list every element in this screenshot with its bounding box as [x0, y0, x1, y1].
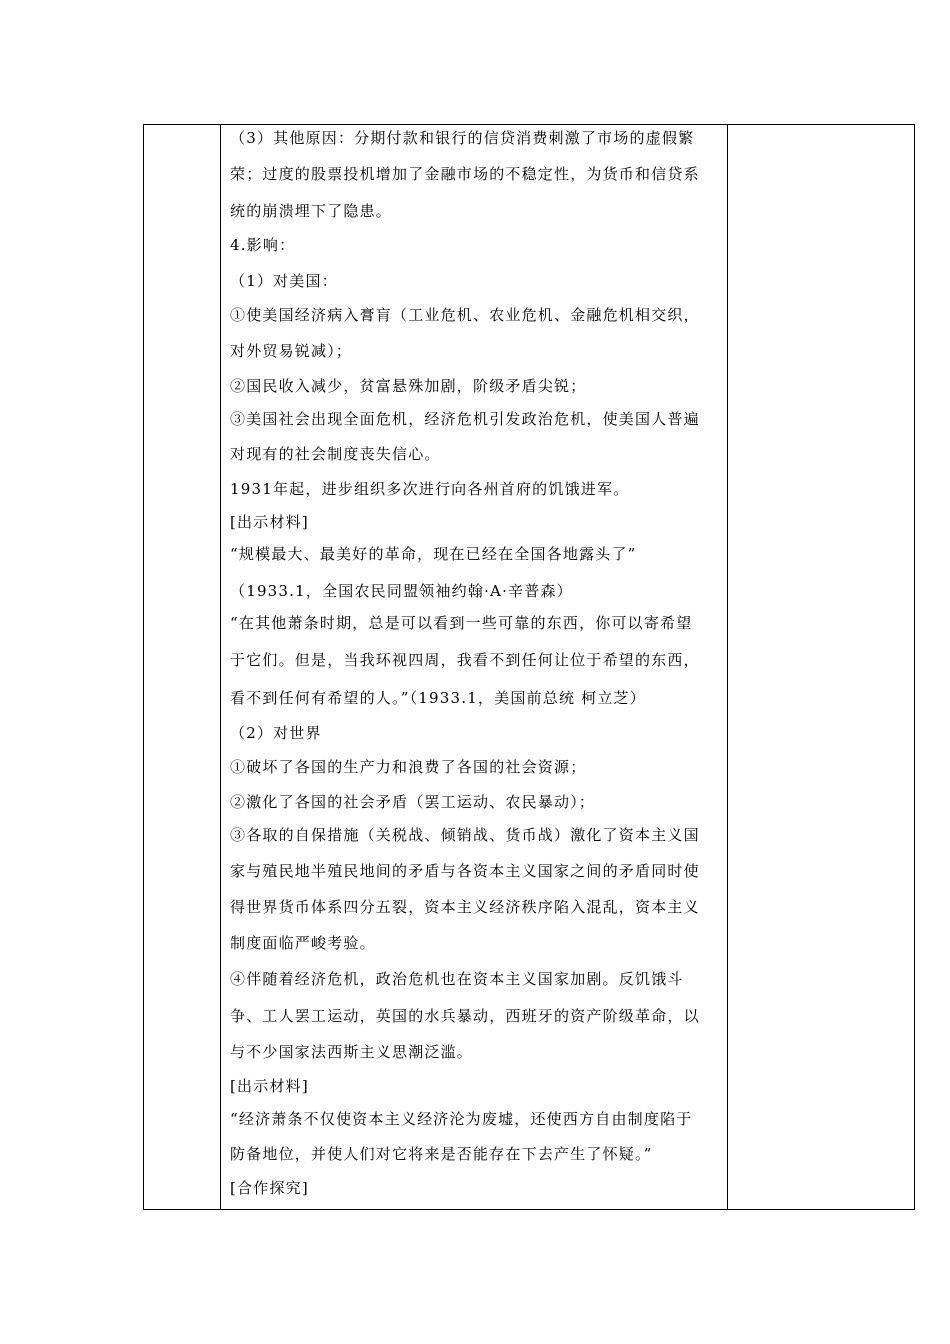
text-line: 于它们。但是，当我环视四周，我看不到任何让位于希望的东西，: [230, 651, 700, 669]
text-line: （1933.1，全国农民同盟领袖约翰·A·辛普森）: [230, 582, 573, 600]
text-line: 统的崩溃埋下了隐患。: [230, 202, 393, 220]
text-line: “规模最大、最美好的革命，现在已经在全国各地露头了”: [230, 545, 637, 563]
text-line: 争、工人罢工运动，英国的水兵暴动，西班牙的资产阶级革命，以: [230, 1007, 700, 1025]
text-line: 与不少国家法西斯主义思潮泛滥。: [230, 1043, 474, 1061]
text-line: 对现有的社会制度丧失信心。: [230, 445, 441, 463]
text-line: “在其他萧条时期，总是可以看到一些可靠的东西，你可以寄希望: [230, 614, 693, 632]
text-line: [出示材料]: [230, 1077, 309, 1095]
text-line: “经济萧条不仅使资本主义经济沦为废墟，还使西方自由制度陷于: [230, 1110, 693, 1128]
text-line: 制度面临严峻考验。: [230, 934, 376, 952]
text-line: （1）对美国：: [230, 272, 338, 290]
lesson-table: [143, 124, 915, 1210]
column-divider-right: [727, 125, 728, 1209]
text-line: （3）其他原因：分期付款和银行的信贷消费刺激了市场的虚假繁: [230, 129, 695, 147]
text-line: 得世界货币体系四分五裂，资本主义经济秩序陷入混乱，资本主义: [230, 898, 700, 916]
text-line: [合作探究]: [230, 1179, 309, 1197]
text-line: ①使美国经济病入膏肓（工业危机、农业危机、金融危机相交织，: [230, 306, 700, 324]
text-line: ④伴随着经济危机，政治危机也在资本主义国家加剧。反饥饿斗: [230, 970, 684, 988]
column-divider-left: [220, 125, 221, 1209]
text-line: ②激化了各国的社会矛盾（罢工运动、农民暴动）；: [230, 793, 596, 811]
text-line: 4.影响：: [230, 236, 296, 254]
text-line: 防备地位，并使人们对它将来是否能存在下去产生了怀疑。”: [230, 1145, 653, 1163]
text-line: ①破坏了各国的生产力和浪费了各国的社会资源；: [230, 758, 587, 776]
text-line: ②国民收入减少，贫富悬殊加剧，阶级矛盾尖锐；: [230, 377, 587, 395]
text-line: 看不到任何有希望的人。”（1933.1，美国前总统 柯立芝）: [230, 689, 646, 707]
text-line: （2）对世界: [230, 724, 322, 742]
text-line: 家与殖民地半殖民地间的矛盾与各资本主义国家之间的矛盾同时使: [230, 862, 700, 880]
text-line: 对外贸易锐减）；: [230, 342, 353, 360]
text-line: ③各取的自保措施（关税战、倾销战、货币战）激化了资本主义国: [230, 826, 700, 844]
text-line: ③美国社会出现全面危机，经济危机引发政治危机，使美国人普遍: [230, 410, 700, 428]
text-line: 1931年起，进步组织多次进行向各州首府的饥饿进军。: [230, 480, 630, 498]
text-line: [出示材料]: [230, 513, 309, 531]
text-line: 荣；过度的股票投机增加了金融市场的不稳定性，为货币和信贷系: [230, 165, 700, 183]
